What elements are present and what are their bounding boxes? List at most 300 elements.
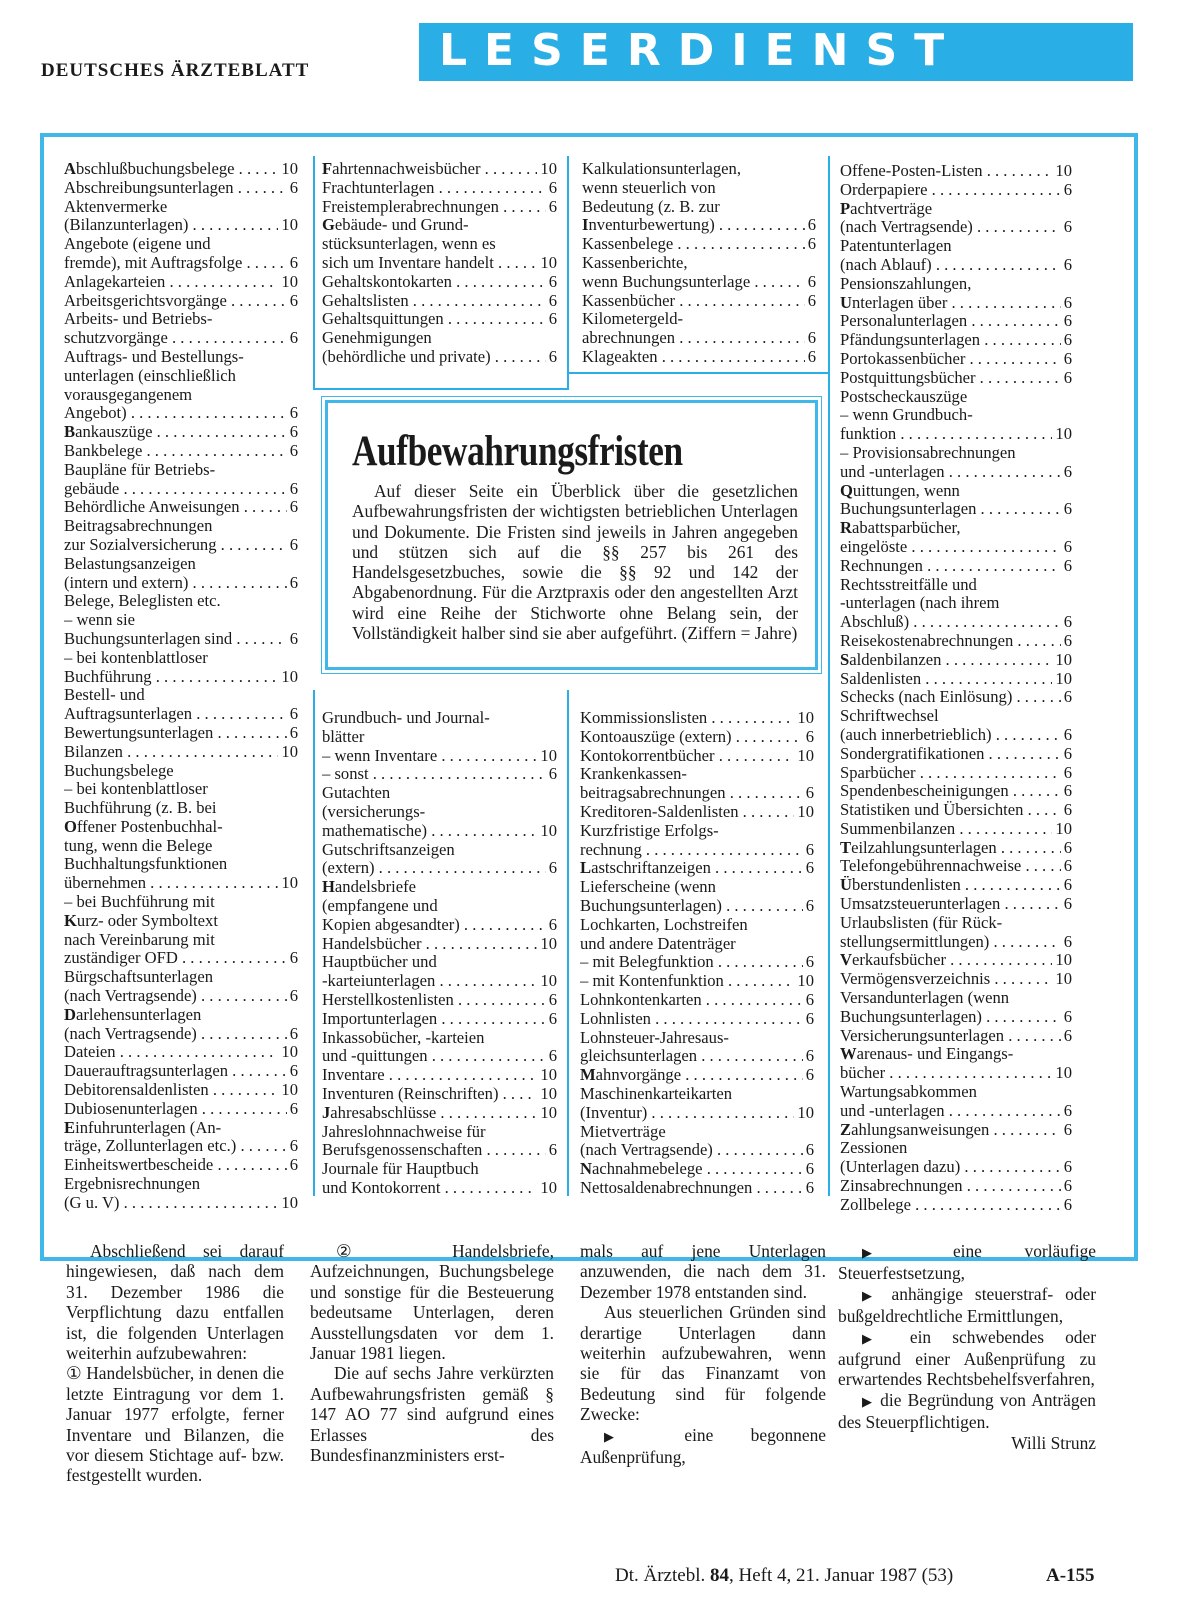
- entry-years: 6: [1061, 218, 1072, 237]
- table-entry: [322, 1029, 557, 1048]
- section-initial: D: [64, 1005, 76, 1024]
- table-entry: [64, 1062, 298, 1081]
- entry-label: (nach Vertragsende) . . .: [840, 218, 1072, 237]
- entry-label: Gehaltskontokarten . . .: [322, 273, 557, 292]
- table-entry: [64, 160, 298, 179]
- column-divider: [567, 156, 569, 388]
- section-initial: L: [580, 859, 592, 878]
- table-entry: [582, 273, 816, 292]
- table-entry: [580, 859, 814, 878]
- entry-years: 6: [803, 728, 814, 747]
- section-initial: J: [322, 1103, 331, 1122]
- table-entry: [840, 500, 1072, 519]
- table-entry: [840, 1102, 1072, 1121]
- entry-label: (intern und extern) . . .: [64, 574, 298, 593]
- entry-label: Gehaltslisten . . .: [322, 292, 557, 311]
- entry-years: 6: [803, 1066, 814, 1085]
- entry-years: 6: [287, 1025, 298, 1044]
- entry-label: Quittungen, wenn: [840, 481, 960, 500]
- section-initial: Ü: [840, 876, 852, 895]
- entry-years: 6: [805, 235, 816, 254]
- entry-years: 6: [546, 1010, 557, 1029]
- entry-label: Lohnlisten . . .: [580, 1010, 814, 1029]
- entry-years: 6: [1061, 839, 1072, 858]
- entry-years: 6: [287, 292, 298, 311]
- entry-label: – mit Kontenfunktion . . .: [580, 972, 814, 991]
- table-entry: [840, 876, 1072, 895]
- table-entry: [840, 632, 1072, 651]
- section-initial: S: [840, 650, 850, 669]
- table-entry: [582, 179, 816, 198]
- table-entry: [64, 1156, 298, 1175]
- table-entry: [322, 254, 557, 273]
- section-initial: E: [64, 1118, 76, 1137]
- table-entry: [840, 1083, 1072, 1102]
- entry-label: (nach Ablauf) . . .: [840, 256, 1072, 275]
- entry-label: Belastungsanzeigen: [64, 554, 196, 573]
- entry-label: Lohnsteuer-Jahresaus-: [580, 1028, 729, 1047]
- entry-years: 10: [1052, 425, 1072, 444]
- entry-years: 6: [546, 1141, 557, 1160]
- entry-label: gebäude . . .: [64, 480, 298, 499]
- entry-label: Importunterlagen . . .: [322, 1010, 557, 1029]
- entry-label: – bei kontenblattloser: [64, 780, 208, 799]
- table-entry: [582, 198, 816, 217]
- entry-years: 6: [1061, 782, 1072, 801]
- entry-label: Pfändungsunterlagen . . .: [840, 331, 1072, 350]
- entry-label: Abschluß) . . .: [840, 613, 1072, 632]
- table-entry: [322, 878, 557, 897]
- table-entry: [322, 728, 557, 747]
- footer-issue: , Heft 4, 21. Januar 1987 (53): [728, 1565, 954, 1586]
- column-divider: [313, 388, 569, 390]
- entry-years: 6: [805, 273, 816, 292]
- entry-years: 10: [278, 1043, 298, 1062]
- entry-years: 10: [537, 972, 557, 991]
- table-entry: [64, 874, 298, 893]
- entry-label: (nach Vertragsende) . . .: [64, 987, 298, 1006]
- table-entry: [64, 912, 298, 931]
- entry-years: 6: [1061, 181, 1072, 200]
- entry-label: Zessionen: [840, 1139, 908, 1158]
- entry-years: 10: [278, 1194, 298, 1213]
- entry-label: Dauerauftragsunterlagen . . .: [64, 1062, 298, 1081]
- entry-label: Auftragsunterlagen . . .: [64, 705, 298, 724]
- entry-label: funktion . . .: [840, 425, 1072, 444]
- table-entry: [322, 235, 557, 254]
- entry-label: Saldenlisten . . .: [840, 670, 1072, 689]
- table-entry: [840, 463, 1072, 482]
- table-entry: [840, 670, 1072, 689]
- entry-years: 6: [546, 765, 557, 784]
- info-box-text: Auf dieser Seite ein Überblick über die gesetzlichen Aufbewahrungsfristen der wichtigsten betrieblichen Unterlagen und Dokumente. Die Fristen sind jeweils in Jahren angegeben und stützen sich auf die §§ 257 bis 261 des Handelsgesetzbuches, sowie die §§ 92 und 142 der Abgabenordnung. Für die Arztpraxis oder den angestellten Arzt wird eine Reihe der Stichworte ohne Belang sein, der Vollständigkeit halber sind sie aber aufgeführt. (Ziffern = Jahre): [352, 481, 798, 644]
- table-entry: [580, 841, 814, 860]
- table-entry: [840, 162, 1072, 181]
- entry-label: Freistemplerabrechnungen . . .: [322, 198, 557, 217]
- entry-label: Reisekostenabrechnungen . . .: [840, 632, 1072, 651]
- entry-years: 6: [287, 724, 298, 743]
- entry-years: 6: [805, 292, 816, 311]
- table-entry: [322, 747, 557, 766]
- entry-label: Kurz- oder Symboltext: [64, 911, 218, 930]
- entry-label: (Unterlagen dazu) . . .: [840, 1158, 1072, 1177]
- entry-years: 6: [287, 423, 298, 442]
- entry-years: 10: [278, 668, 298, 687]
- entry-years: 10: [278, 874, 298, 893]
- table-entry: [580, 1123, 814, 1142]
- column-divider: [313, 690, 315, 1196]
- entry-label: Statistiken und Übersichten . . .: [840, 801, 1072, 820]
- entry-label: Buchungsunterlagen) . . .: [580, 897, 814, 916]
- entry-label: Bankbelege . . .: [64, 442, 298, 461]
- article-column-4: [838, 1241, 1096, 1453]
- entry-label: Inventare . . .: [322, 1066, 557, 1085]
- table-entry: [580, 1010, 814, 1029]
- article-bullet: [838, 1241, 1096, 1284]
- entry-years: 10: [537, 1104, 557, 1123]
- entry-years: 6: [803, 897, 814, 916]
- entry-label: Rechnungen . . .: [840, 557, 1072, 576]
- entry-years: 6: [803, 841, 814, 860]
- entry-years: 6: [1061, 688, 1072, 707]
- table-entry: [840, 406, 1072, 425]
- table-entry: [580, 747, 814, 766]
- table-entry: [322, 273, 557, 292]
- table-entry: [64, 818, 298, 837]
- entry-label: Angebote (eigene und: [64, 235, 211, 254]
- entry-years: 6: [803, 1160, 814, 1179]
- article-paragraph: ① Handelsbücher, in denen die letzte Eintragung vor dem 1. Januar 1977 erfolgte, ferner Inventare und Bilanzen, die vor diesem Stichtage auf- bzw. festgestellt wurden.: [66, 1363, 284, 1486]
- article-paragraph: mals auf jene Unterlagen anzuwenden, die nach dem 31. Dezember 1978 entstanden sind.: [580, 1241, 826, 1302]
- entry-years: 10: [1052, 970, 1072, 989]
- entry-label: Lohnkontenkarten . . .: [580, 991, 814, 1010]
- table-entry: [840, 1121, 1072, 1140]
- entry-label: Auftrags- und Bestellungs-: [64, 347, 244, 366]
- table-entry: [64, 517, 298, 536]
- section-initial: I: [582, 216, 589, 235]
- entry-label: Postscheckauszüge: [840, 387, 968, 406]
- entry-label: Buchungsbelege: [64, 761, 174, 780]
- table-entry: [580, 878, 814, 897]
- entry-label: Frachtunterlagen . . .: [322, 179, 557, 198]
- entry-label: wenn Buchungsunterlage . . .: [582, 273, 816, 292]
- entry-label: Arbeits- und Betriebs-: [64, 310, 213, 329]
- table-entry: [582, 235, 816, 254]
- entry-label: Vermögensverzeichnis . . .: [840, 970, 1072, 989]
- entry-label: Herstellkostenlisten . . .: [322, 991, 557, 1010]
- entry-label: Genehmigungen: [322, 329, 432, 348]
- entry-label: Zinsabrechnungen . . .: [840, 1177, 1072, 1196]
- entry-years: 6: [1061, 801, 1072, 820]
- table-entry: [580, 1085, 814, 1104]
- entry-label: stücksunterlagen, wenn es: [322, 235, 496, 254]
- table-entry: [840, 1064, 1072, 1083]
- entry-years: 6: [1061, 463, 1072, 482]
- entry-label: unterlagen (einschließlich: [64, 366, 236, 385]
- table-entry: [322, 991, 557, 1010]
- table-entry: [322, 803, 557, 822]
- table-entry: [582, 329, 816, 348]
- entry-label: Gehaltsquittungen . . .: [322, 310, 557, 329]
- entry-label: Klageakten . . .: [582, 348, 816, 367]
- table-entry: [580, 728, 814, 747]
- table-entry: [580, 803, 814, 822]
- section-initial: N: [580, 1160, 592, 1179]
- entry-years: 6: [1061, 1027, 1072, 1046]
- entry-years: 10: [537, 822, 557, 841]
- entry-label: Arbeitsgerichtsvorgänge . . .: [64, 292, 298, 311]
- entry-label: und andere Datenträger: [580, 934, 736, 953]
- article-bullet: [580, 1425, 826, 1468]
- table-entry: [322, 179, 557, 198]
- entry-years: 10: [537, 747, 557, 766]
- entry-label: Kassenbelege . . .: [582, 235, 816, 254]
- entry-years: 6: [287, 574, 298, 593]
- entry-label: Sondergratifikationen . . .: [840, 745, 1072, 764]
- table-entry: [64, 1043, 298, 1062]
- table-entry: [322, 216, 557, 235]
- article-paragraph: Die auf sechs Jahre verkürzten Aufbewahrungsfristen gemäß § 147 AO 77 sind aufgrund eines Erlasses des Bundesfinanzministers erst-: [310, 1363, 554, 1466]
- entry-label: Unterlagen über . . .: [840, 294, 1072, 313]
- table-entry: [840, 576, 1072, 595]
- table-entry: [64, 555, 298, 574]
- column-3-top: [582, 160, 816, 367]
- table-entry: [580, 765, 814, 784]
- section-initial: Q: [840, 481, 853, 500]
- column-2-bottom: [322, 709, 557, 1198]
- table-entry: [840, 970, 1072, 989]
- entry-label: tung, wenn die Belege: [64, 836, 213, 855]
- entry-years: 10: [537, 1066, 557, 1085]
- entry-label: fremde), mit Auftragsfolge . . .: [64, 254, 298, 273]
- entry-years: 6: [1061, 745, 1072, 764]
- entry-label: rechnung . . .: [580, 841, 814, 860]
- footer-citation: [615, 1565, 953, 1587]
- table-entry: [322, 709, 557, 728]
- entry-label: Pachtverträge: [840, 199, 933, 218]
- table-entry: [322, 822, 557, 841]
- entry-label: Bankauszüge . . .: [64, 423, 298, 442]
- table-entry: [580, 1160, 814, 1179]
- article-column-1: [66, 1241, 284, 1486]
- table-entry: [580, 1029, 814, 1048]
- table-entry: [64, 762, 298, 781]
- table-entry: [582, 348, 816, 367]
- table-entry: [580, 1047, 814, 1066]
- bullet-arrow-icon: ▶: [604, 1428, 647, 1444]
- column-divider: [569, 372, 829, 374]
- table-entry: [580, 1179, 814, 1198]
- entry-label: träge, Zollunterlagen etc.) . . .: [64, 1137, 298, 1156]
- entry-label: – wenn Inventare . . .: [322, 747, 557, 766]
- entry-label: Kilometergeld-: [582, 310, 684, 329]
- entry-years: 6: [805, 329, 816, 348]
- entry-label: Teilzahlungsunterlagen . . .: [840, 839, 1072, 858]
- table-entry: [580, 935, 814, 954]
- info-box: [325, 400, 818, 670]
- entry-label: und -unterlagen . . .: [840, 463, 1072, 482]
- table-entry: [580, 897, 814, 916]
- entry-label: Patentunterlagen: [840, 237, 952, 256]
- entry-years: 6: [1061, 331, 1072, 350]
- column-2-top: [322, 160, 557, 367]
- bullet-arrow-icon: ▶: [862, 1287, 880, 1303]
- entry-years: 6: [287, 1100, 298, 1119]
- entry-label: Personalunterlagen . . .: [840, 312, 1072, 331]
- entry-label: Ergebnisrechnungen: [64, 1175, 201, 1194]
- entry-label: Kontokorrentbücher . . .: [580, 747, 814, 766]
- entry-label: Lochkarten, Lochstreifen: [580, 915, 748, 934]
- entry-years: 6: [1061, 256, 1072, 275]
- entry-years: 6: [287, 254, 298, 273]
- entry-label: Kreditoren-Saldenlisten . . .: [580, 803, 814, 822]
- entry-label: – sonst . . .: [322, 765, 557, 784]
- table-entry: [840, 237, 1072, 256]
- entry-label: Schecks (nach Einlösung) . . .: [840, 688, 1072, 707]
- table-entry: [322, 972, 557, 991]
- table-entry: [64, 1175, 298, 1194]
- entry-label: stellungsermittlungen) . . .: [840, 933, 1072, 952]
- entry-label: Handelsbücher . . .: [322, 935, 557, 954]
- table-entry: [840, 707, 1072, 726]
- entry-years: 10: [1052, 951, 1072, 970]
- table-entry: [840, 1008, 1072, 1027]
- entry-years: 6: [803, 1141, 814, 1160]
- table-entry: [64, 404, 298, 423]
- table-entry: [840, 895, 1072, 914]
- entry-years: 10: [278, 273, 298, 292]
- entry-label: Telefongebührennachweise . . .: [840, 857, 1072, 876]
- entry-label: Lastschriftanzeigen . . .: [580, 859, 814, 878]
- entry-years: 6: [803, 1047, 814, 1066]
- entry-years: 6: [803, 784, 814, 803]
- entry-years: 6: [546, 198, 557, 217]
- entry-years: 10: [794, 803, 814, 822]
- table-entry: [64, 855, 298, 874]
- entry-label: Bestell- und: [64, 686, 145, 705]
- table-entry: [840, 350, 1072, 369]
- entry-label: und Kontokorrent . . .: [322, 1179, 557, 1198]
- entry-years: 6: [546, 310, 557, 329]
- entry-label: Baupläne für Betriebs-: [64, 460, 216, 479]
- entry-label: eingelöste . . .: [840, 538, 1072, 557]
- entry-label: (extern) . . .: [322, 859, 557, 878]
- entry-label: Buchungsunterlagen . . .: [840, 500, 1072, 519]
- entry-label: (G u. V) . . .: [64, 1194, 298, 1213]
- entry-label: Nettosaldenabrechnungen . . .: [580, 1179, 814, 1198]
- footer-volume: 84: [709, 1565, 729, 1586]
- table-entry: [322, 198, 557, 217]
- table-entry: [64, 198, 298, 217]
- table-entry: [322, 160, 557, 179]
- entry-label: und -quittungen . . .: [322, 1047, 557, 1066]
- table-entry: [840, 801, 1072, 820]
- table-entry: [64, 1081, 298, 1100]
- table-entry: [64, 574, 298, 593]
- table-entry: [580, 709, 814, 728]
- entry-label: Summenbilanzen . . .: [840, 820, 1072, 839]
- table-entry: [840, 482, 1072, 501]
- entry-years: 10: [278, 1081, 298, 1100]
- table-entry: [580, 953, 814, 972]
- entry-label: Darlehensunterlagen: [64, 1005, 202, 1024]
- entry-label: vorausgegangenem: [64, 385, 193, 404]
- entry-years: 6: [546, 179, 557, 198]
- entry-label: Warenaus- und Eingangs-: [840, 1045, 1014, 1064]
- table-entry: [580, 972, 814, 991]
- entry-years: 10: [537, 1085, 557, 1104]
- entry-years: 6: [1061, 933, 1072, 952]
- table-entry: [64, 1119, 298, 1138]
- entry-years: 6: [1061, 1102, 1072, 1121]
- entry-years: 6: [1061, 1196, 1072, 1215]
- section-initial: G: [322, 216, 335, 235]
- table-entry: [64, 799, 298, 818]
- entry-label: (behördliche und private) . . .: [322, 348, 557, 367]
- section-initial: O: [64, 817, 77, 836]
- entry-label: (versicherungs-: [322, 802, 426, 821]
- table-entry: [64, 216, 298, 235]
- table-entry: [64, 743, 298, 762]
- entry-label: Angebot) . . .: [64, 404, 298, 423]
- table-entry: [322, 859, 557, 878]
- column-1: [64, 160, 298, 1213]
- table-entry: [840, 594, 1072, 613]
- table-entry: [64, 1100, 298, 1119]
- entry-years: 6: [1061, 500, 1072, 519]
- table-entry: [64, 536, 298, 555]
- table-entry: [840, 745, 1072, 764]
- entry-label: Bewertungsunterlagen . . .: [64, 724, 298, 743]
- entry-years: 6: [546, 273, 557, 292]
- table-entry: [64, 254, 298, 273]
- entry-label: Buchungsunterlagen sind . . .: [64, 630, 298, 649]
- entry-label: Zahlungsanweisungen . . .: [840, 1121, 1072, 1140]
- entry-label: blätter: [322, 727, 365, 746]
- entry-label: (nach Vertragsende) . . .: [580, 1141, 814, 1160]
- entry-years: 6: [1061, 557, 1072, 576]
- entry-label: (empfangene und: [322, 896, 438, 915]
- article-bullet: [838, 1327, 1096, 1390]
- entry-label: Kassenbücher . . .: [582, 292, 816, 311]
- column-divider: [567, 690, 569, 1196]
- table-entry: [64, 630, 298, 649]
- entry-years: 10: [537, 1179, 557, 1198]
- entry-label: – Provisionsabrechnungen: [840, 443, 1016, 462]
- table-entry: [64, 931, 298, 950]
- entry-label: Bilanzen . . .: [64, 743, 298, 762]
- entry-label: – mit Belegfunktion . . .: [580, 953, 814, 972]
- entry-years: 6: [803, 991, 814, 1010]
- entry-years: 6: [287, 1062, 298, 1081]
- entry-years: 6: [805, 216, 816, 235]
- author: Willi Strunz: [1011, 1432, 1096, 1453]
- entry-label: und -unterlagen . . .: [840, 1102, 1072, 1121]
- entry-label: Urlaubslisten (für Rück-: [840, 913, 1003, 932]
- table-entry: [64, 893, 298, 912]
- entry-label: beitragsabrechnungen . . .: [580, 784, 814, 803]
- entry-years: 6: [546, 348, 557, 367]
- table-entry: [840, 312, 1072, 331]
- bullet-arrow-icon: ▶: [862, 1330, 889, 1346]
- table-entry: [840, 294, 1072, 313]
- entry-years: 6: [287, 1156, 298, 1175]
- table-entry: [582, 292, 816, 311]
- section-initial: W: [840, 1045, 857, 1064]
- section-initial: U: [840, 293, 852, 312]
- table-entry: [64, 273, 298, 292]
- table-entry: [64, 705, 298, 724]
